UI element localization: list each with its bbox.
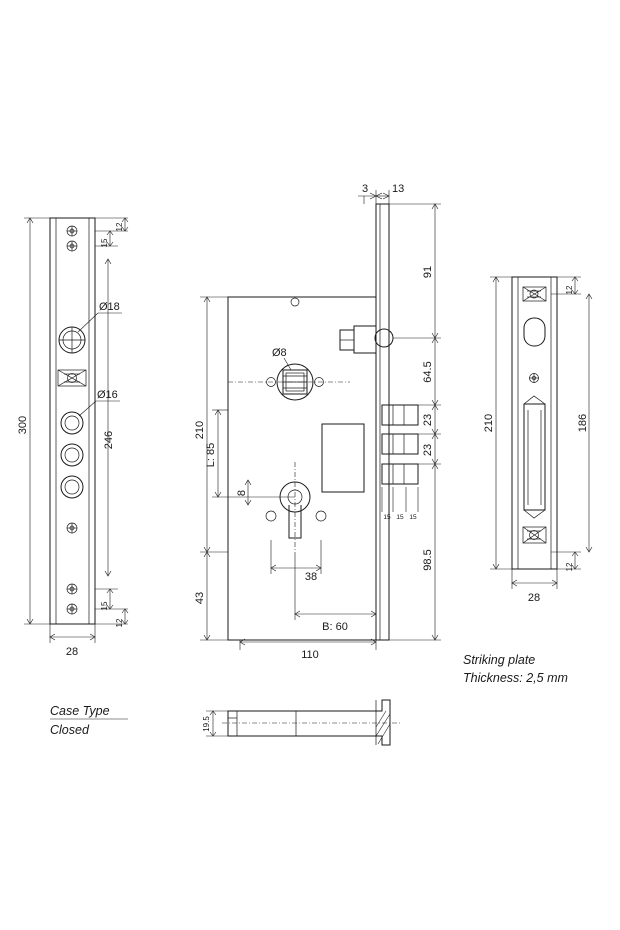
dim-hole-dia-18: Ø18 bbox=[99, 301, 120, 313]
dim-strike-186: 186 bbox=[577, 413, 589, 433]
dim-body-91: 91 bbox=[422, 265, 434, 279]
dim-body-64-5: 64.5 bbox=[422, 361, 434, 383]
dim-faceplate-bottom-15: 15 bbox=[100, 601, 109, 611]
striking-plate-view bbox=[463, 277, 592, 685]
dim-body-23-b: 23 bbox=[422, 443, 434, 457]
lock-case-view bbox=[194, 183, 441, 661]
dim-strike-top-12: 12 bbox=[565, 285, 574, 295]
dim-faceplate-width: 28 bbox=[65, 646, 79, 658]
dim-body-backset: B: 60 bbox=[322, 621, 348, 633]
dim-body-thickness-3: 3 bbox=[361, 183, 369, 195]
bolt-profile-view bbox=[202, 700, 400, 745]
faceplate-view bbox=[17, 218, 128, 658]
dim-faceplate-top-15: 15 bbox=[100, 238, 109, 248]
strike-caption-line-2: Thickness: 2,5 mm bbox=[463, 671, 568, 685]
dim-strike-bottom-12: 12 bbox=[565, 562, 574, 572]
case-type-label: Case Type bbox=[50, 704, 110, 718]
dim-bolt-height: 19.5 bbox=[202, 716, 211, 732]
dim-body-width-110: 110 bbox=[301, 649, 319, 661]
dim-follower-dia-8: Ø8 bbox=[272, 347, 287, 359]
dim-bolt-15-b: 15 bbox=[396, 514, 404, 521]
dim-bolt-15-a: 15 bbox=[383, 514, 391, 521]
dim-body-23-a: 23 bbox=[422, 413, 434, 427]
dim-faceplate-bottom-12: 12 bbox=[115, 618, 124, 628]
dim-body-8: 8 bbox=[236, 489, 248, 497]
dim-body-38: 38 bbox=[304, 571, 318, 583]
deadbolt-group bbox=[382, 405, 418, 521]
dim-body-height-210: 210 bbox=[194, 420, 206, 440]
case-type-value: Closed bbox=[50, 723, 89, 737]
dim-hole-dia-16: Ø16 bbox=[97, 389, 118, 401]
strike-caption-line-1: Striking plate bbox=[463, 653, 536, 667]
dim-body-43: 43 bbox=[194, 591, 206, 605]
dim-body-thickness-13: 13 bbox=[392, 183, 405, 195]
case-type-note bbox=[50, 704, 128, 737]
dim-strike-width-28: 28 bbox=[527, 592, 541, 604]
dim-bolt-15-c: 15 bbox=[409, 514, 417, 521]
dim-strike-210: 210 bbox=[483, 413, 495, 433]
dim-body-L85: L: 85 bbox=[205, 442, 217, 468]
dim-faceplate-inner-length: 246 bbox=[103, 430, 115, 450]
dim-body-98-5: 98.5 bbox=[422, 549, 434, 571]
dim-faceplate-top-12: 12 bbox=[115, 222, 124, 232]
dim-faceplate-total-length: 300 bbox=[17, 415, 29, 435]
